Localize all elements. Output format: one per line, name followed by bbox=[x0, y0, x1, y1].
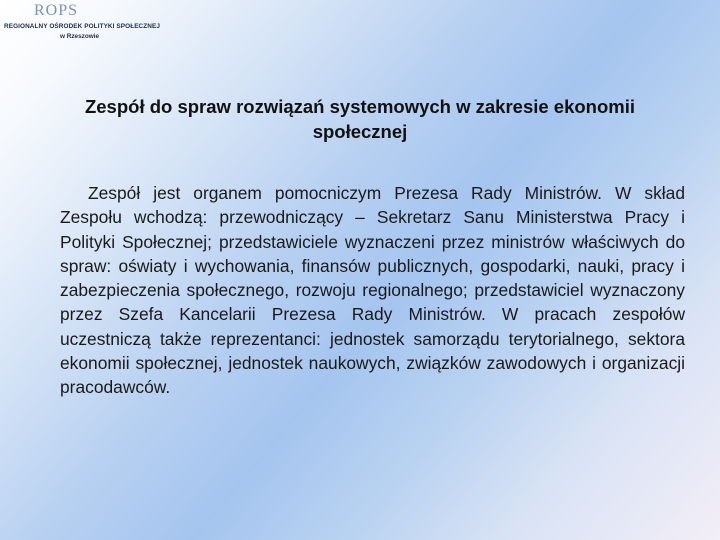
rops-logo bbox=[4, 2, 174, 44]
slide-body-text: Zespół jest organem pomocniczym Prezesa Rady Ministrów. W skład Zespołu wchodzą: przewodniczący – Sekretarz Sanu Ministerstwa Pracy i Polityki Społecznej; przedstawiciele wyznaczeni przez ministrów właściwych do spraw: oświaty i wychowania, finansów publicznych, gospodarki, nauki, pracy i zabezpieczenia społecznego, rozwoju regionalnego; przedstawiciel wyznaczony przez Szefa Kancelarii Prezesa Rady Ministrów. W pracach zespołów uczestniczą także reprezentanci: jednostek samorządu terytorialnego, sektora ekonomii społecznej, jednostek naukowych, związków zawodowych i organizacji pracodawców. bbox=[60, 183, 685, 398]
logo-organization-name: REGIONALNY OŚRODEK POLITYKI SPOŁECZNEJ bbox=[4, 23, 161, 30]
logo-organization-city: w Rzeszowie bbox=[60, 33, 100, 40]
logo-mark: ROPS bbox=[34, 2, 79, 19]
slide-title: Zespół do spraw rozwiązań systemowych w zakresie ekonomii społecznej bbox=[84, 96, 636, 142]
